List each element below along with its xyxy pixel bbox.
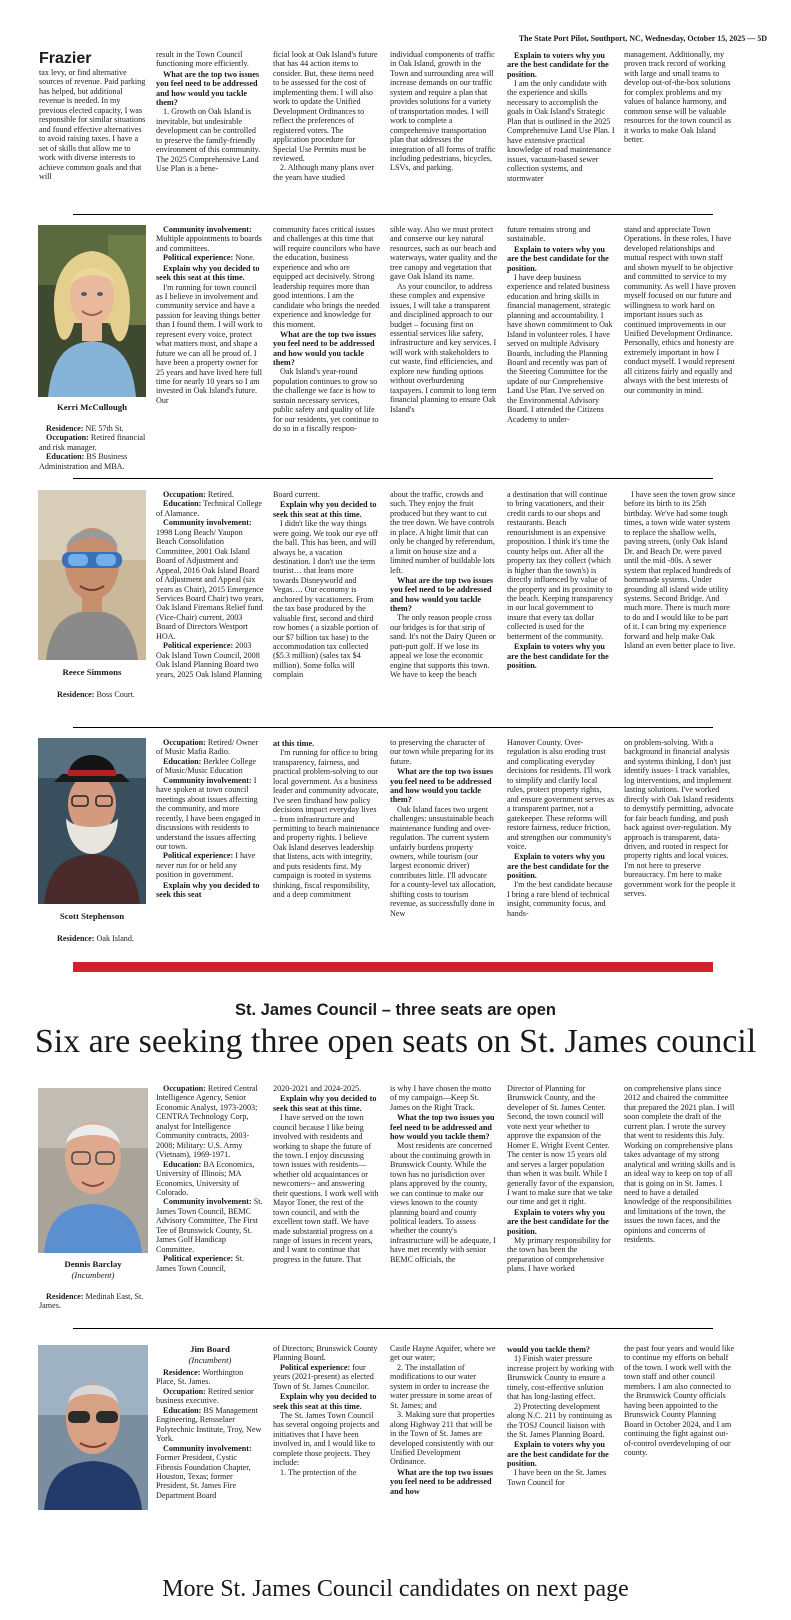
paragraph: I have deep business experience and related business education and bring skills in financial management, strategic planning and accountability. I have shown commitment to Oak Island in volunteer roles. I have served on multiple Advisory Boards, including the Planning Board and recently was part of the Steering Committee for the update of our Comprehensive Land Use Plan. I've served on the Environmental Advisory Board. I attended the Citizens Academy to under-	[507, 272, 613, 424]
value: NE 57th St.	[85, 424, 124, 433]
question: What are the top two issues you feel need to be addressed and how would you tackle them?	[156, 69, 260, 107]
label: Political experience:	[163, 851, 234, 861]
paragraph: Oak Island's year-round population continues to grow so the challenge we face is how to sustain necessary services, public safety and quality of life for our residents, yet continue to do so in a fiscally respon-	[273, 367, 379, 434]
label: Occupation:	[163, 738, 206, 747]
value: Retired financial and risk manager.	[39, 433, 146, 452]
label: Community involvement:	[163, 1443, 252, 1453]
candidate-photo-reece	[38, 490, 146, 660]
paragraph: As your councilor, to address these complex and expensive issues, I will take a transparent and disciplined approach to our budget – focusing first on essential services like safety, infrastructure and key services. I will work with stakeholders to cut waste, find efficiencies, and explore new funding options without overburdening taxpayers. I commit to long term financial planning to ensure Oak Island's	[390, 281, 497, 414]
question: Explain to voters why you are the best candidate for the position.	[507, 852, 609, 881]
value: St. James Town Council, BEMC Advisory Committee, The First Tee of Brunswick County, St. James Golf Handicap Committee.	[156, 1197, 263, 1254]
paragraph: Board current.	[273, 490, 320, 499]
question: Explain why you decided to seek this seat at this time.	[156, 263, 260, 283]
label: Political experience:	[163, 1254, 234, 1264]
label: Community involvement:	[163, 1197, 252, 1207]
paragraph: 2. Although many plans over the years have studied	[273, 163, 375, 182]
paragraph: individual components of traffic in Oak Island, growth in the Town and surrounding area will increase demands on our traffic system and require a plan that provides solutions for a variety of transportation modes. I will work to complete a comprehensive transportation plan that addresses the integration of all forms of traffic including pedestrians, bicycles, LSVs, and parking.	[390, 50, 496, 173]
paragraph: I'm running for office to bring transparency, fairness, and practical problem-solving to our local government. As a business leader and community advocate, I've seen firsthand how policy decisions impact everyday lives – from infrastructure and permitting to beach maintenance and property rights. I believe Oak Island deserves leadership that listens, acts with integrity, and puts residents first. My campaign is rooted in systems thinking, fiscal responsibility, and a deep commitment	[273, 748, 380, 900]
dennis-col-3	[390, 1084, 498, 1264]
label: Community involvement:	[163, 775, 252, 785]
paragraph: Hanover County. Over-regulation is also eroding trust and complicating everyday decisions for residents. I'll work to simplify and clarify local rules, protect property rights, and ensure government serves as a transparent partner, not a gatekeeper. These reforms will restore fairness, reduce friction, and strengthen our community's voice.	[507, 738, 614, 851]
frazier-col-3	[273, 50, 381, 182]
paragraph: future remains strong and sustainable.	[507, 225, 591, 244]
question: Explain why you decided to seek this seat	[156, 880, 260, 900]
scott-bio	[50, 934, 150, 943]
kerri-col-3	[390, 225, 498, 414]
incumbent-label: (Incumbent)	[188, 1355, 232, 1365]
value: 2003 Oak Island Town Council, 2008 Oak Island Planning Board two years, 2025 Oak Island Planning	[156, 641, 262, 679]
question: What are the top two issues you feel need to be addressed and how would you tackle them?	[390, 767, 494, 805]
label: Education:	[163, 1405, 202, 1415]
candidate-name-kerri: Kerri McCullough	[56, 402, 128, 412]
paragraph: I didn't like the way things were going. We took our eye off the ball. This has been, and will always be, a vacation destination. I don't use the term tourist… that leans more towards Disneyworld and Vegas…. Our economy is anchored by vacationers. From the tax base produced by the valuable first, second and third row homes ( a sizable portion of our $7 billion tax base) to the accommodation tax collected ($5.3 million) (sales tax $4 million). Some folks will complain	[273, 519, 379, 680]
frazier-name: Frazier	[39, 50, 92, 67]
question: Explain why you decided to seek this seat at this time.	[273, 1392, 377, 1411]
paragraph: My primary responsibility for the town has been the preparation of comprehensive plans. I have worked	[507, 1235, 611, 1274]
label: Political experience:	[163, 253, 234, 263]
label: Education:	[163, 756, 202, 766]
reece-col-2	[273, 490, 381, 680]
label: Education:	[46, 452, 85, 462]
paragraph: I am the only candidate with the experience and skills necessary to accomplish the goals in Oak Island's Strategic Plan that is outlined in the 2025 Comprehensive Land Use Plan. I have extensive practical knowledge of road maintenance issues, vacuum-based sewer collection systems, and stormwater	[507, 79, 615, 183]
reece-col-3	[390, 490, 498, 680]
label: Residence:	[57, 934, 95, 943]
paragraph: I'm running for town council as I believe in involvement and community service and have a passion for leaving things better than I found them. I will work to represent every voice, protect what matters most, and shape a future we can all be proud of. I have been a property owner for 25 years and have lived here full time for nearly 10 years so I am invested in Oak Island's future. Our	[156, 282, 263, 405]
paragraph: 2) Protecting development along N.C. 211 by continuing as the TOSJ Council liaison with the St. James Planning Board.	[507, 1401, 613, 1439]
divider	[73, 478, 713, 479]
value: Retired/ Owner of Music Mafia Radio.	[156, 738, 259, 757]
label: Community involvement:	[163, 518, 252, 528]
value: Boss Court.	[96, 690, 135, 699]
paragraph: Most residents are concerned about the continuing growth in Brunswick County. While the town has no jurisdiction over plans approved by the county, we can continue to make our views known to the county planning board and county political leaders. To assess whether the county's infrastructure will be adequate, I have met recently with senior BEMC officials, the	[390, 1141, 496, 1264]
value: Worthington Place, St. James.	[156, 1368, 244, 1387]
paragraph: management. Additionally, my proven track record of working with large and small teams to develop out-of-the-box solutions for complex problems and my values of balance harmony, and common sense will be valuable resources for the town council as it works to make Oak Island better.	[624, 50, 732, 145]
paragraph: Director of Planning for Brunswick County, and the developer of St. James Center. Second, the town council will vote next year whether to approve the expansion of the Homer E. Wright Event Center. The center is now 15 years old and serves a larger population than when it was built. While I generally favor of the expansion, I want to make sure that we take our time and get it right.	[507, 1084, 615, 1207]
label: Residence:	[46, 424, 84, 433]
question: Explain to voters why you are the best candidate for the position.	[507, 1207, 609, 1236]
label: Education:	[163, 499, 202, 509]
value: 1998 Long Beach/ Yaupon Beach Consolidation Committee, 2001 Oak Island Board of Adjustment and Appeal, 2016 Oak Island Board of Adjustment and Appeal (six years as Chair), 2015 Emergence Services Board Chair) two years, Oak Island Firemans Relief fund (Vice-Chair) current, 2003 Board of Directors Westport HOA.	[156, 527, 264, 641]
paragraph: on comprehensive plans since 2012 and chaired the committee that prepared the 2021 plan. I will soon complete the draft of the current plan. I wrote the survey that went to residents this July. Working on comprehensive plans takes advantage of my strong analytical and writing skills and is an ideal way to keep on top of all that is going on in St. James. I need to have a detailed knowledge of the responsibilities and limitations of the town, the issues the town faces, and the opinions and concerns of residents.	[624, 1084, 736, 1245]
value: None.	[235, 253, 255, 263]
paragraph: tax levy, or find alternative sources of revenue. Paid parking has helped, but additional revenue is needed. In my previous elected capacity, I was responsible for similar situations and found effective alternatives to avoid raising taxes. I have a set of skills that allow me to work with diverse interests to achieve common goals and that will	[39, 68, 146, 181]
value: I have spoken at town council meetings about issues affecting the community, and more recently, I have been engaged in discussions with residents to understand the issues affecting our town.	[156, 775, 261, 851]
paragraph: sible way. Also we must protect and conserve our key natural resources, such as our beach and waterways, water quality and the tree canopy and vegetation that gave Oak Island its name.	[390, 225, 498, 282]
value: Berklee College of Music/Music Education	[156, 756, 256, 776]
paragraph: 2. The installation of modifications to our water system in order to increase the water pressure in some areas of St. James; and	[390, 1362, 493, 1410]
value: BS Business Administration and MBA.	[39, 452, 128, 471]
dennis-col-4	[507, 1084, 615, 1274]
section-kicker: St. James Council – three seats are open	[235, 1001, 556, 1019]
label: Political experience:	[163, 641, 234, 651]
dennis-col-5	[624, 1084, 736, 1245]
candidate-photo-dennis	[38, 1088, 148, 1253]
value: Oak Island.	[96, 934, 134, 943]
question: What are the top two issues you feel need to be addressed and how would you tackle them?	[390, 576, 494, 614]
paragraph: about the traffic, crowds and such. They enjoy the fruit produced but they want to cut the tree down. We have controls in place. A hight limit that can only be changed by referendum, a limit on house size and a limited number of buildable lots left.	[390, 490, 495, 575]
paragraph: 3. Making sure that properties along Highway 211 that will be in the Town of St. James are developed consistently with our Unified Development Ordinance.	[390, 1410, 495, 1467]
paragraph: is why I have chosen the motto of my campaign—Keep St. James on the Right Track.	[390, 1084, 492, 1112]
paragraph: of Directors; Brunswick County Planning Board.	[273, 1344, 378, 1363]
frazier-col-4	[390, 50, 498, 173]
reece-bio	[50, 690, 150, 699]
question: would you tackle them?	[507, 1345, 591, 1354]
kerri-bio	[39, 424, 149, 471]
paragraph: 1. Growth on Oak Island is inevitable, but undesirable development can be controlled to preserve the family-friendly environment of this community. The 2025 Comprehensive Land Use Plan is a bene-	[156, 107, 261, 173]
paragraph: The only reason people cross our bridges is for that strip of sand. It's not the Dairy Queen or putt-putt golf. If we lose its appeal we lose the economic engine that supports this town. We have to keep the beach	[390, 613, 496, 680]
kerri-col-5	[624, 225, 736, 395]
value: Former President, Cystic Fibrosis Foundation Chapter, Houston, Texas; former President, St. James Fire Department Board	[156, 1453, 251, 1500]
frazier-col-1	[39, 68, 147, 181]
continued-notice: More St. James Council candidates on next page	[162, 1576, 629, 1602]
running-head: The State Port Pilot, Southport, NC, Wednesday, October 15, 2025 — 5D	[518, 34, 767, 43]
headline: Six are seeking three open seats on St. James council	[34, 1023, 757, 1060]
candidate-photo-scott	[38, 738, 146, 904]
value: St. James Town Council,	[156, 1254, 245, 1273]
frazier-col-2	[156, 50, 264, 173]
divider	[73, 727, 713, 728]
scott-col-5	[624, 738, 736, 899]
question: Explain to voters why you are the best candidate for the position.	[507, 642, 609, 670]
kerri-col-1	[156, 225, 264, 405]
paragraph: 1. The protection of the	[280, 1467, 357, 1477]
candidate-name-dennis: Dennis Barclay	[64, 1259, 122, 1269]
scott-col-4	[507, 738, 615, 918]
frazier-col-6	[624, 50, 736, 145]
question: Explain why you decided to seek this seat at this time.	[273, 500, 377, 519]
frazier-col-5	[507, 50, 615, 183]
jim-col-5	[624, 1344, 736, 1457]
reece-col-1	[156, 490, 264, 679]
value: BA Economics, University of Illinois; MA Economics, University of Colorado.	[156, 1159, 255, 1197]
label: Occupation:	[163, 490, 206, 499]
paragraph: the past four years and would like to continue my efforts on behalf of the town. I work well with the town staff and other council members. I am also connected to the Brunswick County officials having been appointed to the Brunswick County Planning Board in October 2024, and I am continuing the fight against out-of-control overdeveloping of our county.	[624, 1344, 735, 1457]
question: What are the top two issues you feel need to be addressed and how	[390, 1467, 494, 1496]
scott-col-3	[390, 738, 498, 918]
label: Occupation:	[46, 433, 89, 443]
paragraph: I have been on the St. James Town Council for	[507, 1468, 607, 1487]
label: Political experience:	[280, 1362, 351, 1372]
question: Explain why you decided to seek this seat at this time.	[273, 1094, 377, 1113]
paragraph: stand and appreciate Town Operations. In these roles, I have developed relationships and mutual respect with town staff and shown myself to be objective and committed to service to my community. As well I have proven myself focused on our future and willingness to work hard on important issues such as continued improvements in our Unified Development Ordinance. Personally, ethics and honesty are extremely important in how I conduct myself. I would represent all citizens fairly and equally and always with the best interests of our community in mind.	[624, 225, 736, 395]
jim-col-1	[156, 1368, 264, 1500]
paragraph: a destination that will continue to bring vacationers, and their credit cards to our shops and restaurants. Beach renourishment is an expensive proposition. I think it's time the county helps out. After all the property tax they collect (which is higher than the town's) is directly influenced by value of the property and its proximity to the beach. Keeping transparency in our local government to insure that every tax dollar collected is used for the betterment of the community.	[507, 490, 614, 641]
reece-col-4	[507, 490, 615, 670]
jim-col-3	[390, 1344, 498, 1496]
question: What the top two issues you feel need to be addressed and how would you tackle them?	[390, 1113, 495, 1142]
question: at this time.	[273, 739, 315, 748]
paragraph: I have served on the town council because I like being involved with residents and working to shape the future of the town. I enjoy discussing town issues with residents—whether old acquaintances or newcomers-- and answering their questions. I work well with Mayor Toner, the rest of the town council, and with the excellent town staff. We have made substantial progress on a range of issues in recent years, and I want to continue that progress in the future. That	[273, 1113, 379, 1264]
value: Retired Central Intelligence Agency, Senior Economic Analyst, 1973-2003; CENTRA Technology Corp, analyst for Intelligence Community contracts, 2003-2008; Military: U.S. Army (Vietnam), 1969-1971.	[156, 1084, 258, 1160]
label: Residence:	[57, 690, 95, 699]
jim-col-4	[507, 1344, 615, 1487]
divider	[73, 1328, 713, 1329]
paragraph: 2020-2021 and 2024-2025.	[273, 1084, 362, 1093]
dennis-bio	[39, 1292, 149, 1311]
kerri-col-2	[273, 225, 381, 434]
label: Residence:	[163, 1368, 201, 1377]
value: Retired senior business executive.	[156, 1386, 254, 1406]
dennis-col-1	[156, 1084, 264, 1273]
candidate-photo-jim	[38, 1345, 148, 1510]
label: Education:	[163, 1159, 202, 1169]
candidate-name-scott: Scott Stephenson	[59, 911, 125, 921]
label: Residence:	[46, 1292, 84, 1301]
candidate-name-jim: Jim Board	[190, 1344, 230, 1354]
value: Retired.	[207, 490, 234, 499]
question: Explain to voters why you are the best candidate for the position.	[507, 244, 609, 273]
jim-col-2	[273, 1344, 381, 1477]
label: Occupation:	[163, 1386, 206, 1396]
paragraph: on problem-solving. With a background in financial analysis and systems thinking, I don't just identify issues- I track variables, log interventions, and implement lasting solutions. I've worked directly with Oak Island residents to demystify permitting, advocate for fair beach funding, and push back against over-regulation. My approach is transparent, data-driven, and rooted in respect for property rights and local voices. I'm not here to preserve bureaucracy. I'm here to make government work for the people it serves.	[624, 738, 736, 899]
candidate-name-reece: Reece Simmons	[62, 667, 122, 677]
paragraph: to preserving the character of our town while preparing for its future.	[390, 738, 494, 766]
question: Explain to voters why you are the best candidate for the position.	[507, 51, 609, 79]
scott-col-2	[273, 738, 381, 900]
value: BS Management Engineering, Rensselaer Polytechnic Institute, Troy, New York.	[156, 1405, 262, 1444]
label: Occupation:	[163, 1084, 206, 1093]
paragraph: I'm the best candidate because I bring a rare blend of technical insight, community focus, and hands-	[507, 880, 613, 918]
value: four years (2021-present) as elected Town of St. James Councilor.	[273, 1362, 374, 1391]
value: Medinah East, St. James.	[39, 1292, 144, 1311]
value: Multiple appointments to boards and committees.	[156, 234, 262, 253]
question: What are the top two issues you feel need to be addressed and how would you tackle them?	[273, 329, 377, 368]
paragraph: result in the Town Council functioning more efficiently.	[156, 50, 249, 69]
paragraph: I have seen the town grow since before its birth to its 25th birthday. We've had some tough times, a town wide water system to replace the shallow wells, paving streets, (only Oak Island Dr. and Beach Dr. were paved until the mid -80s. A sewer system that replaced hundreds of homemade systems. Under grounding all island wide utility systems. Second Bridge. And much more. There is much more to do and I would like to be part of it. I can bring my experience forward and help make Oak Island an even better place to live.	[624, 490, 736, 651]
paragraph: Castle Hayne Aquifer, where we get our water;	[390, 1344, 496, 1363]
paragraph: 1) Finish water pressure increase project by working with Brunswick County to ensure a timely, cost-effective solution that has long-lasting effect.	[507, 1354, 614, 1402]
scott-col-1	[156, 738, 264, 899]
value: Technical College of Alamance.	[156, 499, 263, 518]
reece-col-5	[624, 490, 736, 651]
incumbent-label: (Incumbent)	[71, 1270, 115, 1280]
kerri-col-4	[507, 225, 615, 424]
paragraph: The St. James Town Council has several ongoing projects and initiatives that I have been involved in, and I would like to complete those projects. They include:	[273, 1410, 380, 1468]
paragraph: Oak Island faces two urgent challenges: unsustainable beach maintenance funding and over-regulation. The current system unfairly burdens property owners, while tourism (our largest economic driver) contributes little. I'll advocate for a county-level tax allocation, shifting costs to tourism revenue, as successfully done in New	[390, 804, 496, 918]
candidate-photo-kerri	[38, 225, 146, 397]
divider	[73, 214, 713, 215]
value: I have never run for or held any position in government.	[156, 851, 256, 880]
dennis-col-2	[273, 1084, 381, 1264]
label: Community involvement:	[163, 225, 252, 234]
paragraph: community faces critical issues and challenges at this time that will require councilors who have the education, business experience and who are equipped act decisively. Strong leadership requires more than good intentions. I am the candidate who brings the needed experience and knowledge for this moment.	[273, 225, 380, 329]
question: Explain to voters why you are the best candidate for the position.	[507, 1440, 609, 1469]
section-divider-bar	[73, 962, 713, 972]
paragraph: ficial look at Oak Island's future that has 44 action items to consider. But, these items need to be assessed for the cost of implementing them. I will also work to update the Unified Development Ordinances to reflect the preferences of registered voters. The application procedure for Special Use Permits must be reviewed.	[273, 50, 378, 163]
